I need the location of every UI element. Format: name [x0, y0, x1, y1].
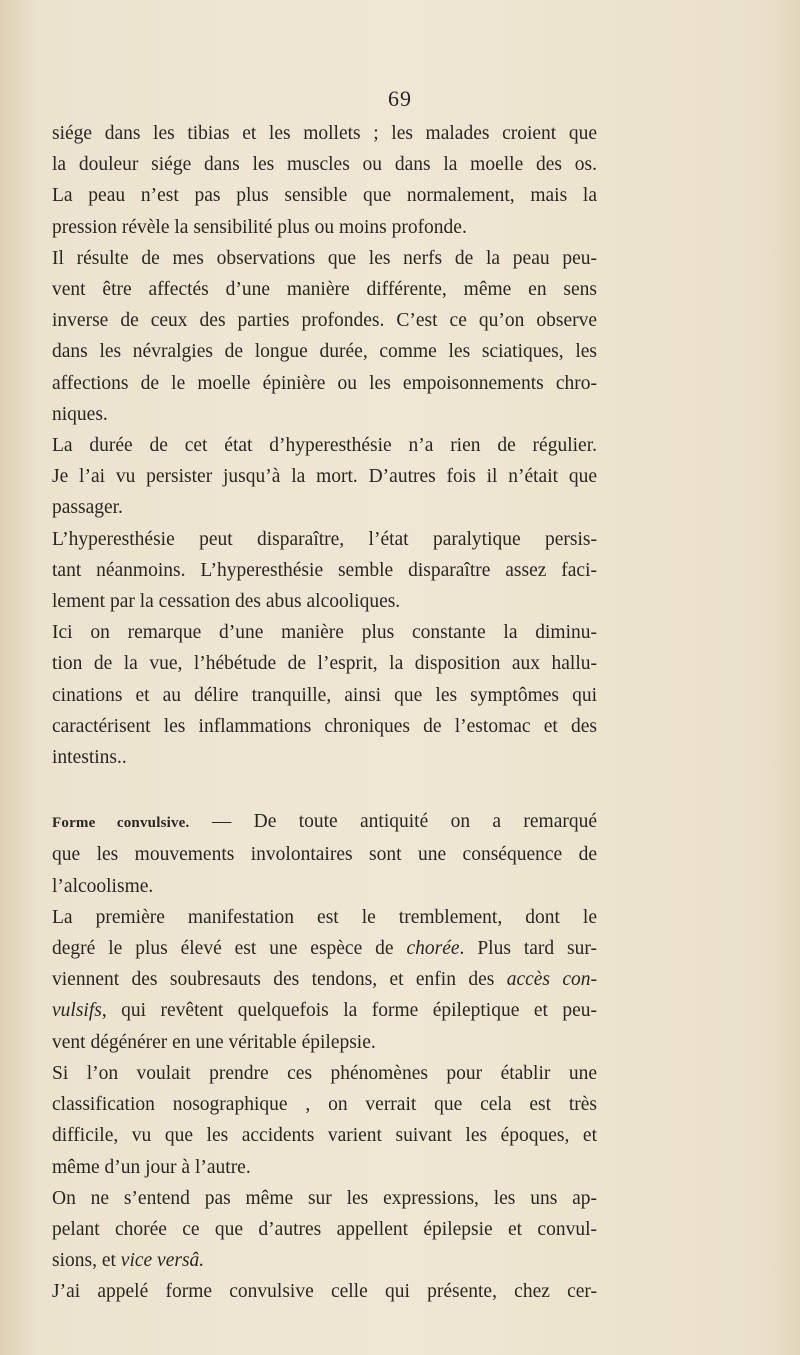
text-line: pression révèle la sensibilité plus ou moins profonde. [52, 216, 467, 238]
text-line: classification nosographique , on verrait que cela est très [52, 1094, 597, 1116]
text-line: difficile, vu que les accidents varient suivant les époques, et [52, 1125, 597, 1147]
text-line: Je l’ai vu persister jusqu’à la mort. D’autres fois il n’était que [52, 466, 597, 488]
text-line: cinations et au délire tranquille, ainsi que les symptômes qui [52, 684, 597, 706]
text-line: intestins.. [52, 747, 127, 769]
text-line [52, 933, 597, 964]
italic-term: vulsifs [52, 1000, 102, 1022]
text-line: même d’un jour à l’autre. [52, 1156, 251, 1178]
italic-term: accès con- [506, 969, 598, 991]
text-line: siége dans les tibias et les mollets ; les malades croient que [52, 123, 597, 144]
text-line: dans les névralgies de longue durée, comme les sciatiques, les [52, 341, 597, 363]
text-fragment: viennent des soubresauts des tendons, et enfin des [52, 969, 507, 991]
text-line: L’hyperesthésie peut disparaître, l’état paralytique persis- [52, 528, 597, 550]
text-line: Ici on remarque d’une manière plus constante la diminu- [52, 622, 597, 644]
section-heading-rest: — De toute antiquité on a remarqué [189, 811, 598, 833]
text-line: La peau n’est pas plus sensible que normalement, mais la [52, 185, 597, 207]
text-line: On ne s’entend pas même sur les expressions, les uns ap- [52, 1187, 597, 1209]
text-line: caractérisent les inflammations chroniques de l’estomac et des [52, 715, 597, 737]
text-line: que les mouvements involontaires sont une conséquence de [52, 844, 597, 866]
text-line: Si l’on voulait prendre ces phénomènes pour établir une [52, 1062, 597, 1084]
text-line: affections de le moelle épinière ou les empoisonnements chro- [52, 372, 597, 394]
text-fragment: sions, et [52, 1250, 121, 1272]
text-line: J’ai appelé forme convulsive celle qui présente, chez cer- [52, 1281, 597, 1303]
section-heading: Forme convulsive. [52, 815, 190, 832]
italic-term: vice versâ. [120, 1250, 205, 1272]
text-fragment: degré le plus élevé est une espèce de [52, 938, 407, 960]
text-line: tant néanmoins. L’hyperesthésie semble disparaître assez faci- [52, 559, 597, 581]
section-gap [52, 773, 597, 806]
text-line: tion de la vue, l’hébétude de l’esprit, la disposition aux hallu- [52, 653, 597, 675]
text-line: La première manifestation est le tremblement, dont le [52, 906, 597, 928]
text-line: Il résulte de mes observations que les nerfs de la peau peu- [52, 247, 597, 269]
text-line: pelant chorée ce que d’autres appellent épilepsie et convul- [52, 1218, 597, 1240]
text-line [52, 964, 597, 995]
text-line: la douleur siége dans les muscles ou dans la moelle des os. [52, 154, 597, 176]
text-line [52, 995, 597, 1026]
text-line [52, 1245, 597, 1276]
text-fragment: , qui revêtent quelquefois la forme épileptique et peu- [101, 1000, 597, 1022]
text-line: vent être affectés d’une manière différente, même en sens [52, 279, 597, 301]
page-number: 69 [388, 86, 412, 111]
text-line: vent dégénérer en une véritable épilepsie. [52, 1031, 376, 1053]
text-line: passager. [52, 497, 123, 519]
italic-term: chorée [406, 938, 460, 960]
text-fragment: . Plus tard sur- [459, 938, 597, 960]
body-text [52, 118, 597, 1308]
text-line: inverse de ceux des parties profondes. C’est ce qu’on observe [52, 310, 597, 332]
text-line: lement par la cessation des abus alcooliques. [52, 591, 401, 613]
text-line: niques. [52, 403, 108, 425]
text-line: l’alcoolisme. [52, 875, 154, 897]
section-heading-line [52, 806, 597, 839]
text-line: La durée de cet état d’hyperesthésie n’a rien de régulier. [52, 435, 597, 457]
